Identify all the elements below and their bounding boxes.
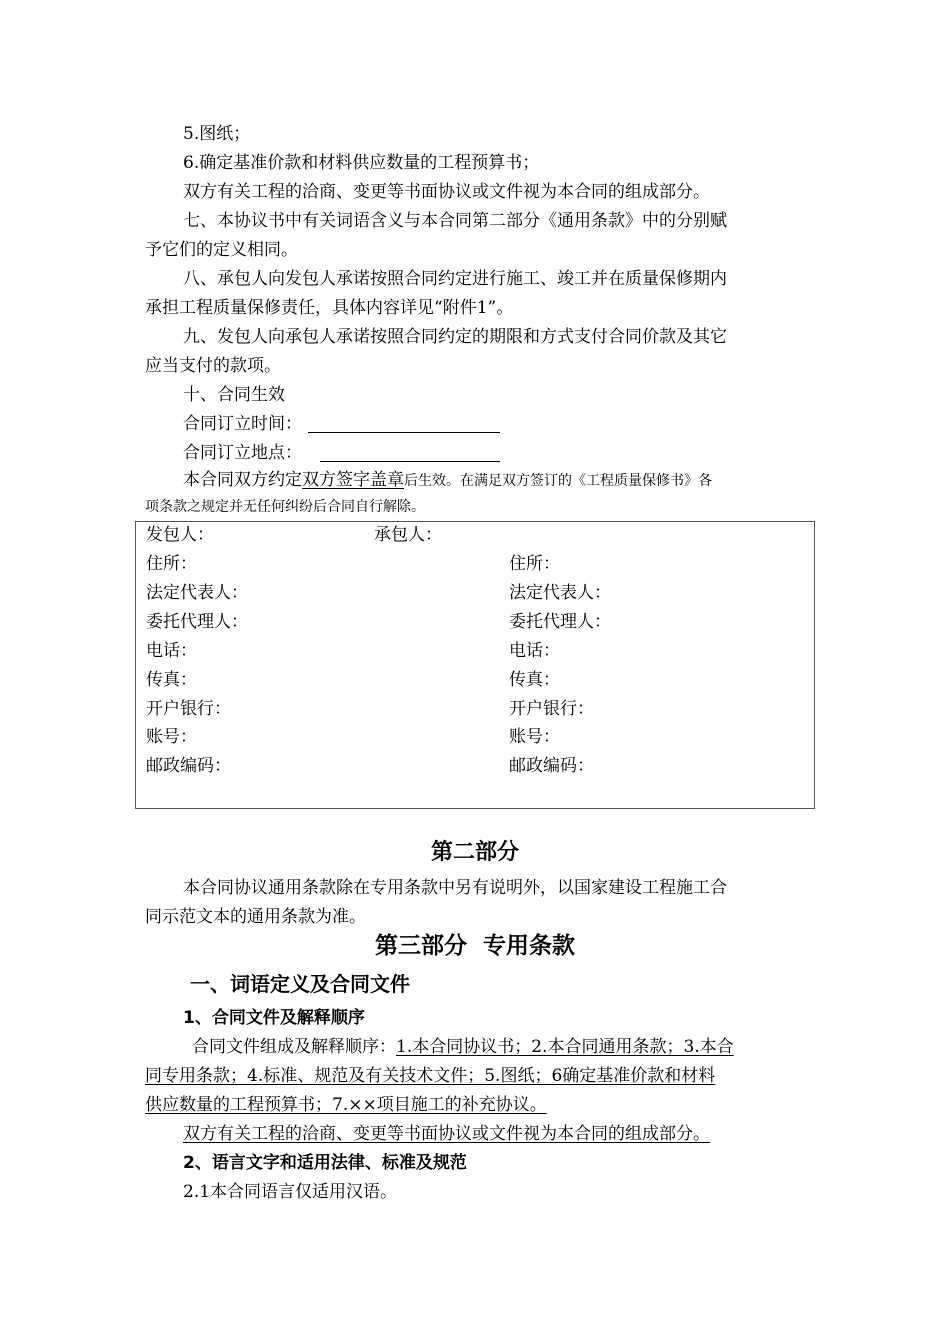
contractor-address: 住所：: [509, 554, 560, 574]
document-order-line1: [192, 1035, 734, 1059]
item-budget: 6.确定基准价款和材料供应数量的工程预算书；: [183, 153, 540, 173]
contractor-legal-rep: 法定代表人：: [509, 583, 611, 603]
employer-fax: 传真：: [146, 670, 197, 690]
signing-time-row: [183, 412, 500, 436]
signing-place-blank[interactable]: [320, 445, 500, 462]
document-order-line3: 供应数量的工程预算书；7.××项目施工的补充协议。: [145, 1095, 547, 1115]
employer-label: 发包人：: [146, 525, 214, 545]
signing-place-row: [183, 441, 500, 465]
contractor-label: 承包人：: [374, 525, 442, 545]
employer-bank: 开户银行：: [146, 699, 231, 719]
contractor-fax: 传真：: [509, 670, 560, 690]
contractor-phone: 电话：: [509, 641, 560, 661]
signature-box: [135, 521, 815, 809]
part-three-title: 第三部分 专用条款: [374, 933, 575, 959]
signing-place-label: 合同订立地点：: [183, 443, 302, 463]
language-clause: 2.1本合同语言仅适用汉语。: [183, 1182, 398, 1202]
employer-account: 账号：: [146, 727, 197, 747]
part-two-line2: 同示范文本的通用条款为准。: [145, 907, 366, 927]
effectiveness-line2: 项条款之规定并无任何纠纷后合同自行解除。: [145, 499, 425, 515]
document-order-line4: 双方有关工程的洽商、变更等书面协议或文件视为本合同的组成部分。: [183, 1124, 710, 1144]
employer-postcode: 邮政编码：: [146, 756, 231, 776]
document-order-line2: 同专用条款；4.标准、规范及有关技术文件；5.图纸；6确定基准价款和材料: [145, 1066, 716, 1086]
effectiveness-underlined: 双方签字盖章: [302, 470, 404, 490]
contractor-account: 账号：: [509, 727, 560, 747]
clause-8-line1: 八、承包人向发包人承诺按照合同约定进行施工、竣工并在质量保修期内: [183, 269, 727, 289]
employer-phone: 电话：: [146, 641, 197, 661]
effectiveness-line1: [183, 468, 712, 493]
subsection-1-heading: 1、合同文件及解释顺序: [183, 1008, 365, 1028]
clause-9-line2: 应当支付的款项。: [145, 356, 281, 376]
employer-address: 住所：: [146, 554, 197, 574]
signing-time-label: 合同订立时间：: [183, 414, 302, 434]
clause-10-heading: 十、合同生效: [183, 385, 285, 405]
document-order-list-a: 1.本合同协议书；2.本合同通用条款；3.本合: [396, 1037, 734, 1057]
effectiveness-suffix: 后生效。在满足双方签订的《工程质量保修书》各: [404, 473, 712, 489]
part-two-line1: 本合同协议通用条款除在专用条款中另有说明外，以国家建设工程施工合: [183, 878, 727, 898]
contractor-bank: 开户银行：: [509, 699, 594, 719]
employer-legal-rep: 法定代表人：: [146, 583, 248, 603]
employer-agent: 委托代理人：: [146, 612, 248, 632]
section-1-heading: 一、词语定义及合同文件: [190, 972, 410, 996]
signing-time-blank[interactable]: [308, 416, 500, 433]
effectiveness-prefix: 本合同双方约定: [183, 470, 302, 490]
clause-8-line2: 承担工程质量保修责任，具体内容详见“附件1”。: [145, 298, 514, 318]
item-drawings: 5.图纸；: [183, 124, 251, 144]
negotiation-clause: 双方有关工程的洽商、变更等书面协议或文件视为本合同的组成部分。: [183, 182, 710, 202]
clause-7-line2: 予它们的定义相同。: [145, 240, 298, 260]
part-two-title: 第二部分: [430, 840, 519, 865]
clause-7-line1: 七、本协议书中有关词语含义与本合同第二部分《通用条款》中的分别赋: [183, 211, 727, 231]
contractor-postcode: 邮政编码：: [509, 756, 594, 776]
clause-9-line1: 九、发包人向承包人承诺按照合同约定的期限和方式支付合同价款及其它: [183, 327, 727, 347]
subsection-2-heading: 2、语言文字和适用法律、标准及规范: [183, 1153, 467, 1173]
document-order-label: 合同文件组成及解释顺序：: [192, 1037, 396, 1057]
contractor-agent: 委托代理人：: [509, 612, 611, 632]
